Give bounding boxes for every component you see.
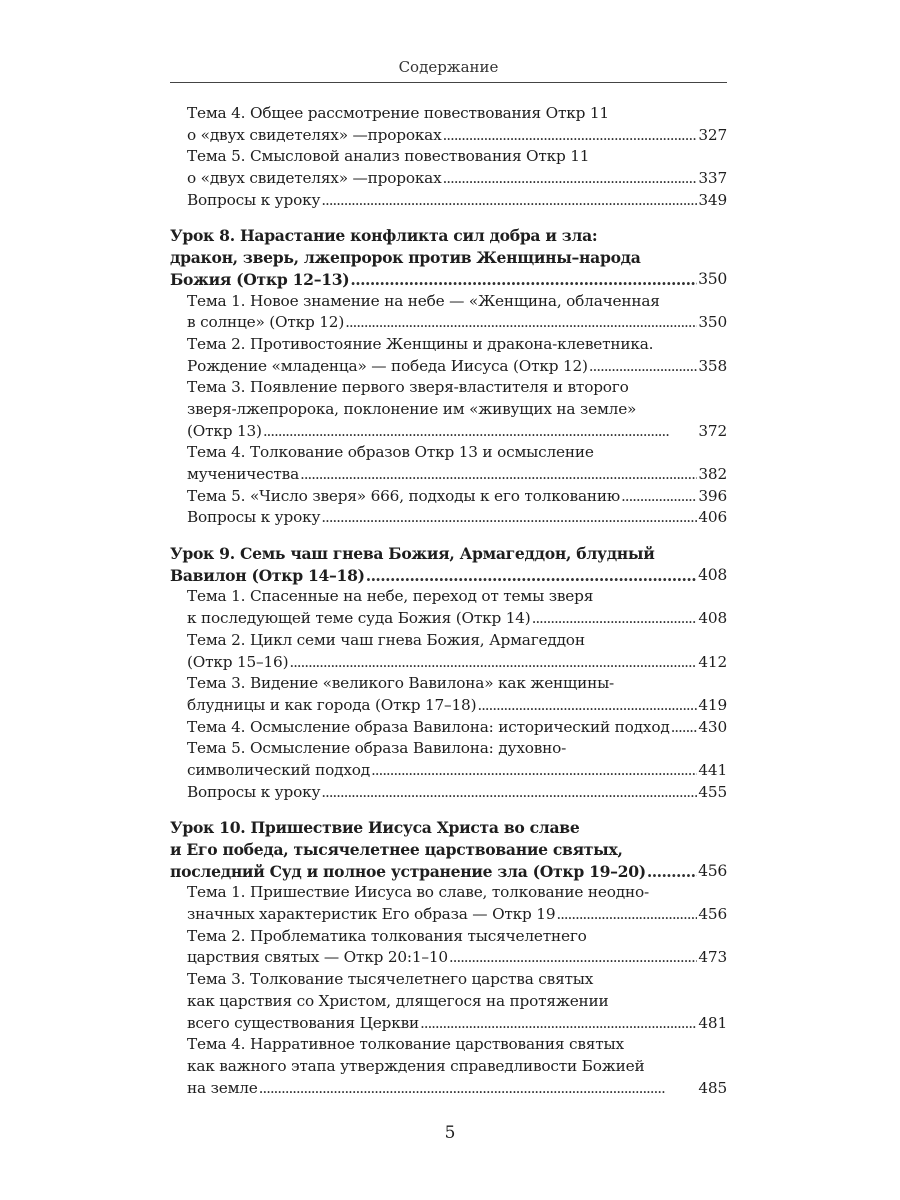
- toc-entry-text: (Откр 15–16): [187, 652, 289, 671]
- toc-topic[interactable]: [170, 782, 727, 804]
- lesson-section: [170, 225, 727, 529]
- toc-entry-text: мученичества: [187, 465, 299, 483]
- toc-topic[interactable]: [170, 738, 727, 781]
- toc-line: [170, 225, 727, 247]
- toc-topic[interactable]: [170, 673, 727, 716]
- leader-dots: [477, 695, 697, 717]
- toc-page-number: 455: [698, 782, 727, 801]
- toc-topic[interactable]: [170, 507, 727, 529]
- toc-entry-text: Тема 4. Толкование образов Откр 13 и осмысление: [187, 443, 594, 462]
- lesson-section: [170, 543, 727, 803]
- toc-entry-text: Тема 2. Проблематика толкования тысячелетнего: [187, 926, 587, 945]
- toc-line: [170, 125, 727, 147]
- toc-topic[interactable]: [170, 291, 727, 334]
- toc-entry-text: Тема 3. Видение «великого Вавилона» как женщины-: [187, 674, 615, 693]
- toc-page-number: 382: [698, 465, 727, 483]
- toc-entry-text: Тема 1. Спасенные на небе, переход от темы зверя: [187, 587, 594, 606]
- toc-line: [170, 486, 727, 508]
- leader-dots: [647, 861, 697, 883]
- toc-entry-text: дракон, зверь, лжепророк против Женщины–народа: [170, 248, 641, 268]
- leader-dots: [350, 269, 697, 291]
- toc-entry-text: Тема 4. Общее рассмотрение повествования Откр 11: [187, 104, 609, 122]
- toc-entry-text: блудницы и как города (Откр 17–18): [187, 695, 477, 714]
- toc-line: [170, 442, 727, 464]
- toc-page-number: 481: [698, 1013, 727, 1032]
- leader-dots: [443, 168, 698, 190]
- toc-line: [170, 904, 727, 926]
- toc-entry-text: как важного этапа утверждения справедливости Божией: [187, 1056, 645, 1075]
- toc-topic[interactable]: [170, 630, 727, 673]
- toc-entry-text: в солнце» (Откр 12): [187, 313, 345, 332]
- toc-entry-text: и Его победа, тысячелетнее царствование святых,: [170, 840, 623, 859]
- toc-lesson[interactable]: [170, 543, 727, 586]
- toc-entry-text: Тема 5. «Число зверя» 666, подходы к его толкованию: [187, 486, 620, 505]
- toc-page-number: 337: [698, 169, 727, 188]
- toc-entry-text: Рождение «младенца» — победа Иисуса (Откр 12): [187, 356, 588, 375]
- toc-line: [170, 695, 727, 717]
- toc-lesson[interactable]: [170, 817, 727, 882]
- toc-entry-text: Тема 4. Осмысление образа Вавилона: исторический подход: [187, 717, 670, 736]
- toc-entry-text: Тема 1. Пришествие Иисуса во славе, толкование неодно-: [187, 883, 649, 902]
- toc-topic[interactable]: [170, 103, 727, 146]
- toc-line: [170, 652, 727, 674]
- toc-page-number: 358: [698, 356, 727, 375]
- toc-entry-text: зверя-лжепророка, поклонение им «живущих на земле»: [187, 399, 637, 418]
- toc-topic[interactable]: [170, 926, 727, 969]
- toc-line: [170, 399, 727, 421]
- leader-dots: [621, 486, 697, 508]
- toc-line: [170, 1056, 727, 1078]
- toc-entry-text: всего существования Церкви: [187, 1013, 419, 1032]
- toc-line: [170, 1034, 727, 1056]
- toc-lesson[interactable]: [170, 225, 727, 290]
- leader-dots: [449, 947, 697, 969]
- toc-entry-text: к последующей теме суда Божия (Откр 14): [187, 609, 531, 628]
- toc-page-number: 350: [698, 313, 727, 332]
- toc-line: [170, 861, 727, 883]
- toc-topic[interactable]: [170, 334, 727, 377]
- toc-line: [170, 291, 727, 313]
- header-rule: [170, 82, 727, 83]
- toc-line: [170, 421, 727, 443]
- toc-page-number: 396: [698, 486, 727, 505]
- toc-entry-text: Тема 4. Нарративное толкование царствования святых: [187, 1035, 624, 1054]
- toc-page-number: 406: [698, 508, 727, 527]
- toc-line: [170, 1013, 727, 1035]
- toc-entry-text: царствия святых — Откр 20:1–10: [187, 948, 448, 967]
- page-number: 5: [444, 1123, 456, 1143]
- toc-entry-text: Урок 10. Пришествие Иисуса Христа во славе: [170, 818, 580, 838]
- toc-entry-text: Урок 8. Нарастание конфликта сил добра и зла:: [170, 226, 598, 246]
- table-of-contents: [170, 103, 727, 1099]
- toc-topic[interactable]: [170, 717, 727, 739]
- toc-line: [170, 969, 727, 991]
- toc-page-number: 430: [698, 717, 727, 736]
- toc-entry-text: как царствия со Христом, длящегося на протяжении: [187, 991, 609, 1010]
- leader-dots: [300, 464, 697, 486]
- leader-dots: [589, 356, 698, 378]
- toc-line: [170, 717, 727, 739]
- toc-line: [170, 817, 727, 839]
- leader-dots: [345, 312, 697, 334]
- toc-entry-text: значных характеристик Его образа — Откр 19: [187, 905, 556, 924]
- toc-line: [170, 334, 727, 356]
- toc-entry-text: о «двух свидетелях» —пророках: [187, 169, 442, 188]
- toc-entry-text: Тема 3. Появление первого зверя-властителя и второго: [187, 378, 629, 397]
- toc-topic[interactable]: [170, 969, 727, 1034]
- toc-line: [170, 190, 727, 212]
- toc-line: [170, 738, 727, 760]
- toc-entry-text: о «двух свидетелях» —пророках: [187, 125, 442, 144]
- toc-page-number: 349: [698, 190, 727, 209]
- toc-line: [170, 507, 727, 529]
- toc-entry-text: Тема 1. Новое знамение на небе — «Женщина, облаченная: [187, 291, 660, 310]
- toc-line: [170, 926, 727, 948]
- leader-dots: [556, 904, 697, 926]
- toc-line: [170, 377, 727, 399]
- toc-page-number: 485: [698, 1078, 727, 1097]
- leader-dots: [371, 760, 697, 782]
- leader-dots: [321, 782, 697, 804]
- toc-line: [170, 760, 727, 782]
- toc-topic[interactable]: [170, 1034, 727, 1099]
- toc-page-number: 456: [698, 905, 727, 924]
- toc-entry-text: Тема 5. Смысловой анализ повествования Откр 11: [187, 147, 590, 166]
- toc-line: [170, 673, 727, 695]
- toc-entry-text: Тема 5. Осмысление образа Вавилона: духовно-: [187, 739, 567, 758]
- toc-page-number: 372: [698, 421, 727, 440]
- toc-line: [170, 608, 727, 630]
- toc-topic[interactable]: [170, 377, 727, 442]
- toc-line: [170, 103, 727, 125]
- toc-page-number: 408: [698, 609, 727, 628]
- toc-entry-text: последний Суд и полное устранение зла (Откр 19–20): [170, 861, 646, 881]
- toc-page-number: 350: [698, 269, 727, 288]
- leader-dots: [321, 190, 697, 212]
- lesson-section: [170, 817, 727, 1099]
- toc-line: [170, 543, 727, 565]
- toc-entry-text: Вопросы к уроку: [187, 190, 321, 209]
- toc-topic[interactable]: [170, 586, 727, 629]
- toc-line: [170, 356, 727, 378]
- toc-line: [170, 146, 727, 168]
- running-header: Содержание: [398, 58, 499, 76]
- toc-line: [170, 464, 727, 486]
- toc-line: [170, 247, 727, 269]
- toc-page-number: 412: [698, 652, 727, 671]
- toc-line: [170, 882, 727, 904]
- leader-dots: [420, 1013, 697, 1035]
- toc-page-number: 441: [698, 760, 727, 779]
- toc-entry-text: на земле: [187, 1078, 258, 1097]
- toc-topic[interactable]: [170, 190, 727, 212]
- toc-page-number: 473: [698, 948, 727, 967]
- toc-entry-text: Тема 3. Толкование тысячелетнего царства святых: [187, 970, 594, 989]
- toc-line: [170, 312, 727, 334]
- toc-line: [170, 1078, 727, 1100]
- toc-line: [170, 782, 727, 804]
- toc-line: [170, 269, 727, 291]
- toc-entry-text: Вопросы к уроку: [187, 508, 321, 527]
- toc-topic[interactable]: [170, 882, 727, 925]
- toc-entry-text: Тема 2. Противостояние Женщины и дракона-клеветника.: [187, 334, 654, 353]
- leader-dots: [671, 717, 698, 739]
- toc-page-number: 408: [698, 565, 727, 584]
- toc-line: [170, 168, 727, 190]
- toc-entry-text: Вопросы к уроку: [187, 782, 321, 801]
- toc-entry-text: Урок 9. Семь чаш гнева Божия, Армагеддон, блудный: [170, 544, 655, 564]
- toc-line: [170, 586, 727, 608]
- leader-dots: [321, 507, 697, 529]
- toc-line: [170, 947, 727, 969]
- toc-page-number: 456: [698, 861, 727, 880]
- leader-dots: [532, 608, 698, 630]
- toc-page-number: 327: [698, 125, 727, 144]
- toc-page-number: 419: [698, 695, 727, 714]
- toc-topic[interactable]: [170, 486, 727, 508]
- toc-topic[interactable]: [170, 442, 727, 485]
- toc-topic[interactable]: [170, 146, 727, 189]
- leader-dots: [289, 652, 697, 674]
- toc-entry-text: Тема 2. Цикл семи чаш гнева Божия, Армагеддон: [187, 630, 585, 649]
- toc-line: [170, 630, 727, 652]
- toc-entry-text: Вавилон (Откр 14–18): [170, 565, 365, 585]
- toc-entry-text: символический подход: [187, 760, 371, 779]
- leader-dots: [259, 1078, 698, 1100]
- toc-entry-text: Божия (Откр 12–13): [170, 269, 350, 289]
- toc-entry-text: (Откр 13): [187, 421, 262, 440]
- toc-line: [170, 839, 727, 861]
- toc-line: [170, 565, 727, 587]
- leader-dots: [443, 125, 698, 147]
- toc-line: [170, 991, 727, 1013]
- leader-dots: [263, 421, 698, 443]
- leader-dots: [366, 565, 697, 587]
